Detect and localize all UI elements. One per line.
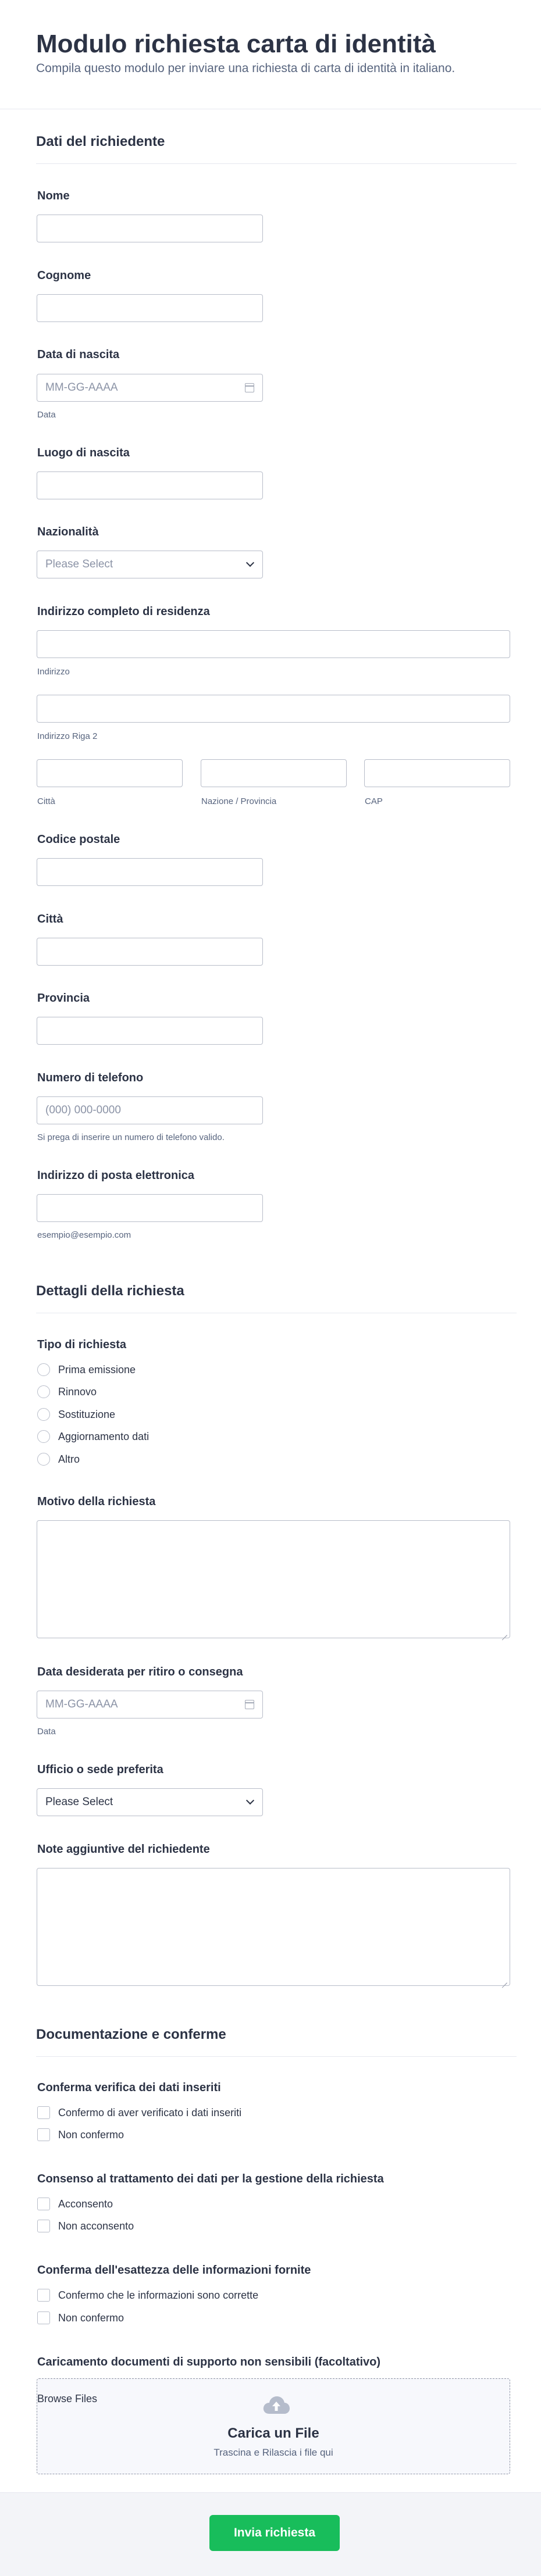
form-header [0,0,541,109]
verifica-label: Conferma verifica dei dati inseriti [37,2081,221,2094]
indirizzo-line2-sublabel: Indirizzo Riga 2 [37,731,98,741]
telefono-placeholder: (000) 000-0000 [45,1104,121,1116]
esattezza-label: Conferma dell'esattezza delle informazioni fornite [37,2264,311,2277]
checkbox[interactable] [37,2106,50,2119]
indirizzo-state-sublabel: Nazione / Provincia [201,796,277,806]
nome-label: Nome [37,190,70,202]
chevron-down-icon [246,1796,254,1805]
luogo-nascita-input[interactable] [37,471,263,499]
nome-input[interactable] [37,215,263,242]
citta-label: Città [37,913,63,926]
submit-button[interactable]: Invia richiesta [209,2515,340,2551]
email-label: Indirizzo di posta elettronica [37,1169,195,1182]
checkbox[interactable] [37,2311,50,2324]
cognome-label: Cognome [37,269,91,282]
radio-button[interactable] [37,1385,50,1398]
provincia-input[interactable] [37,1017,263,1045]
telefono-label: Numero di telefono [37,1071,144,1084]
indirizzo-line1-input[interactable] [37,630,510,658]
ufficio-label: Ufficio o sede preferita [37,1763,163,1776]
file-upload-dropzone[interactable] [37,2378,510,2474]
data-nascita-label: Data di nascita [37,348,120,361]
upload-subtitle: Trascina e Rilascia i file qui [213,2447,333,2458]
tipo-richiesta-label: Tipo di richiesta [37,1338,126,1351]
indirizzo-line2-input[interactable] [37,695,510,723]
telefono-sublabel: Si prega di inserire un numero di telefono valido. [37,1132,225,1142]
radio-button[interactable] [37,1408,50,1421]
email-sublabel: esempio@esempio.com [37,1230,131,1240]
section-title-request: Dettagli della richiesta [36,1283,184,1299]
resize-handle-icon[interactable] [501,1977,507,1983]
calendar-icon[interactable] [245,1700,254,1709]
checkbox[interactable] [37,2198,50,2210]
nazionalita-label: Nazionalità [37,526,99,538]
checkbox[interactable] [37,2220,50,2232]
indirizzo-city-input[interactable] [37,759,183,787]
form-footer [0,2492,541,2576]
calendar-icon[interactable] [245,383,254,392]
section-title-docs: Documentazione e conferme [36,2027,226,2042]
radio-button[interactable] [37,1430,50,1443]
indirizzo-city-sublabel: Città [37,796,55,806]
upload-label: Caricamento documenti di supporto non sensibili (facoltativo) [37,2356,381,2368]
data-nascita-placeholder: MM-GG-AAAA [45,381,118,394]
consenso-label: Consenso al trattamento dei dati per la gestione della richiesta [37,2173,384,2185]
indirizzo-zip-input[interactable] [364,759,510,787]
data-ritiro-input[interactable] [37,1691,263,1718]
data-ritiro-label: Data desiderata per ritiro o consegna [37,1666,243,1678]
nazionalita-select[interactable] [37,551,263,578]
chevron-down-icon [246,559,254,567]
form-title: Modulo richiesta carta di identità [36,30,436,58]
section-divider [36,163,517,164]
cloud-upload-icon [262,2395,290,2415]
browse-files-button[interactable]: Browse Files [37,2393,98,2404]
data-ritiro-sublabel: Data [37,1727,56,1737]
checkbox[interactable] [37,2289,50,2302]
section-title-applicant: Dati del richiedente [36,134,165,149]
telefono-input[interactable] [37,1096,263,1124]
indirizzo-zip-sublabel: CAP [365,796,383,806]
form-subtitle: Compila questo modulo per inviare una richiesta di carta di identità in italiano. [36,62,455,75]
provincia-label: Provincia [37,992,90,1005]
citta-input[interactable] [37,938,263,966]
upload-title: Carica un File [227,2425,319,2441]
luogo-nascita-label: Luogo di nascita [37,446,130,459]
codice-postale-label: Codice postale [37,833,120,846]
motivo-label: Motivo della richiesta [37,1495,156,1508]
data-ritiro-placeholder: MM-GG-AAAA [45,1698,118,1710]
note-label: Note aggiuntive del richiedente [37,1843,210,1856]
indirizzo-label: Indirizzo completo di residenza [37,605,210,618]
checkbox[interactable] [37,2128,50,2141]
data-nascita-sublabel: Data [37,410,56,420]
data-nascita-input[interactable] [37,374,263,402]
cognome-input[interactable] [37,294,263,322]
ufficio-selected: Please Select [45,1796,113,1808]
indirizzo-state-input[interactable] [201,759,347,787]
radio-button[interactable] [37,1363,50,1376]
email-input[interactable] [37,1194,263,1222]
indirizzo-line1-sublabel: Indirizzo [37,667,70,677]
nazionalita-selected: Please Select [45,558,113,570]
section-divider [36,2056,517,2057]
codice-postale-input[interactable] [37,858,263,886]
motivo-textarea[interactable] [37,1520,510,1638]
radio-button[interactable] [37,1453,50,1466]
note-textarea[interactable] [37,1868,510,1986]
resize-handle-icon[interactable] [501,1630,507,1635]
ufficio-select[interactable] [37,1788,263,1816]
